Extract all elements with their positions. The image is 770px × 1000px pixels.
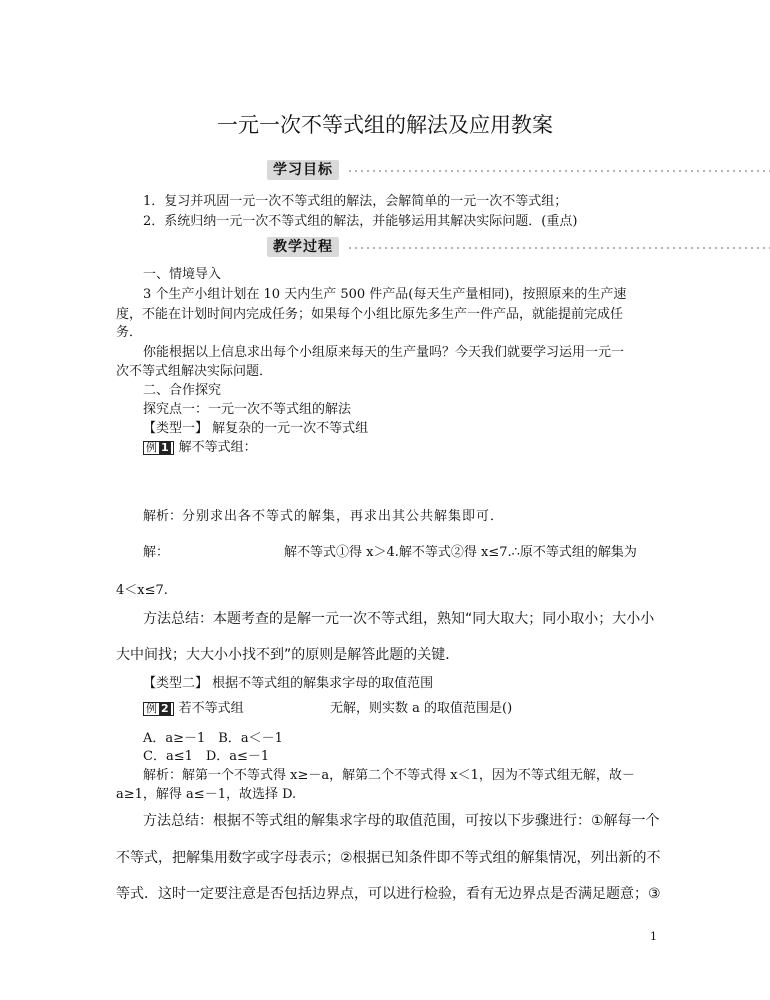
ex1-analysis <box>143 508 504 525</box>
summary-text: 本题考查的是解一元一次不等式组，熟知“同大取大；同小取小；大小小 <box>213 611 655 627</box>
banner-dots <box>347 246 770 250</box>
s1-p2-line1: 你能根据以上信息求出每个小组原来每天的生产量吗？今天我们就要学习运用一元一 <box>143 345 625 360</box>
type-2-heading: 【类型二】 根据不等式组的解集求字母的取值范围 <box>143 676 434 691</box>
example-1 <box>143 439 257 456</box>
goals-header: 学习目标 <box>267 160 339 180</box>
process-banner <box>267 237 770 257</box>
s1-p1-line1: 3 个生产小组计划在 10 天内生产 500 件产品(每天生产量相同)，按照原来的生产速 <box>143 287 627 302</box>
goal-2: 2．系统归纳一元一次不等式组的解法，并能够运用其解决实际问题．(重点) <box>143 214 578 229</box>
ex2-options-2: C．a≤1 D．a≤－1 <box>143 749 270 764</box>
summary-label: 方法总结： <box>143 813 213 829</box>
page-title: 一元一次不等式组的解法及应用教案 <box>217 113 553 137</box>
example-tag: 例 2 <box>143 702 174 716</box>
s1-p2-line2: 次不等式组解决实际问题． <box>116 364 273 379</box>
summary-2-line3: 等式．这时一定要注意是否包括边界点，可以进行检验，看有无边界点是否满足题意；③ <box>116 886 661 902</box>
s1-p1-line2: 度，不能在计划时间内完成任务；如果每个小组比原先多生产一件产品，就能提前完成任 <box>116 307 624 322</box>
goal-1: 1．复习并巩固一元一次不等式组的解法，会解简单的一元一次不等式组； <box>143 194 568 209</box>
analysis-text: 分别求出各不等式的解集，再求出其公共解集即可． <box>182 509 505 524</box>
explore-point-1: 探究点一：一元一次不等式组的解法 <box>143 402 352 417</box>
ex1-solution-text-2: 4＜x≤7. <box>116 583 168 598</box>
s1-p1-line3: 务． <box>116 325 143 340</box>
goals-banner <box>267 160 770 180</box>
page-number: 1 <box>650 930 657 943</box>
ex1-solution-text: 解不等式①得 x＞4.解不等式②得 x≤7.∴原不等式组的解集为 <box>284 545 637 560</box>
summary-2-line1 <box>143 812 660 830</box>
summary-label: 方法总结： <box>143 611 213 627</box>
banner-dots <box>347 169 770 173</box>
ex1-solution-label: 解： <box>143 545 170 560</box>
example-1-text: 解不等式组： <box>178 440 257 455</box>
example-tag: 例 1 <box>143 441 174 455</box>
summary-1-line1 <box>143 610 654 628</box>
analysis-label: 解析： <box>143 509 183 524</box>
summary-2-line2: 不等式，把解集用数字或字母表示；②根据已知条件即不等式组的解集情况，列出新的不 <box>116 850 661 866</box>
ex2-analysis-line1 <box>143 767 635 784</box>
example-2-text-b: 无解，则实数 a 的取值范围是() <box>330 701 513 716</box>
ex2-analysis-line2: a≥1，解得 a≤－1，故选择 D. <box>116 787 297 802</box>
example-2 <box>143 700 244 717</box>
summary-text: 根据不等式组的解集求字母的取值范围，可按以下步骤进行：①解每一个 <box>213 813 660 829</box>
analysis-label: 解析： <box>143 768 183 783</box>
type-1-heading: 【类型一】 解复杂的一元一次不等式组 <box>143 421 369 436</box>
section-1-heading: 一、情境导入 <box>143 267 222 282</box>
process-header: 教学过程 <box>267 237 339 257</box>
ex2-options-1: A．a≥－1 B．a＜－1 <box>143 731 283 746</box>
example-2-text: 若不等式组 <box>178 701 244 716</box>
analysis-text: 解第一个不等式得 x≥－a，解第二个不等式得 x＜1，因为不等式组无解，故－ <box>182 768 635 783</box>
section-2-heading: 二、合作探究 <box>143 383 222 398</box>
summary-1-line2: 大中间找；大大小小找不到”的原则是解答此题的关键． <box>116 647 460 663</box>
